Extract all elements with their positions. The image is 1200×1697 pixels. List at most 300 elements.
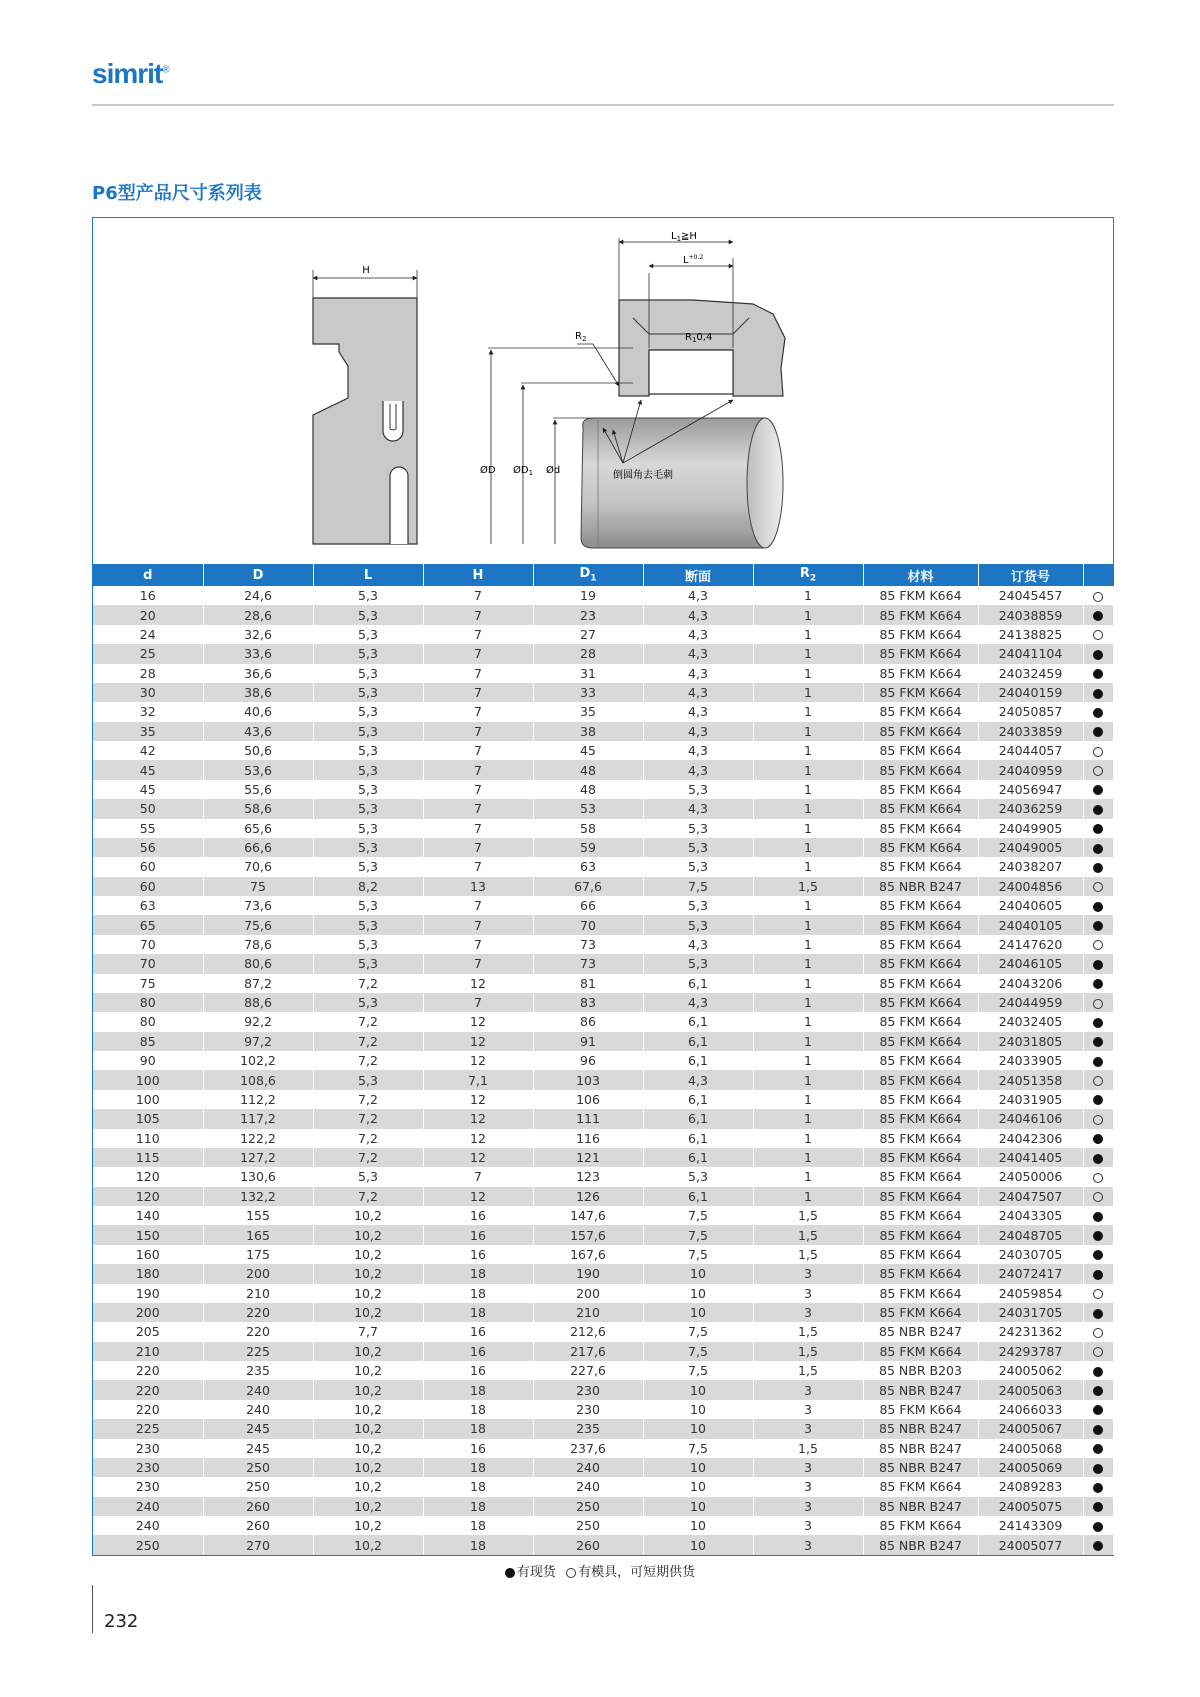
table-cell: 10,2 (313, 1400, 423, 1419)
table-cell: 85 FKM K664 (863, 586, 978, 605)
table-cell: 7,2 (313, 1148, 423, 1167)
availability-cell (1083, 1090, 1113, 1109)
table-cell: 10,2 (313, 1497, 423, 1516)
table-cell: 85 FKM K664 (863, 1303, 978, 1322)
table-row (93, 1245, 1113, 1264)
availability-cell (1083, 1361, 1113, 1380)
table-cell: 1,5 (753, 1225, 863, 1244)
table-cell: 85 NBR B203 (863, 1361, 978, 1380)
table-cell: 1 (753, 702, 863, 721)
table-cell: 66,6 (203, 838, 313, 857)
table-cell: 7,5 (643, 1322, 753, 1341)
table-cell: 5,3 (313, 780, 423, 799)
table-cell: 58 (533, 819, 643, 838)
column-header (423, 564, 533, 586)
filled-circle-icon (1093, 824, 1103, 834)
table-cell: 20 (93, 605, 203, 624)
table-cell: 260 (203, 1497, 313, 1516)
table-cell: 7,5 (643, 1342, 753, 1361)
table-cell: 18 (423, 1264, 533, 1283)
table-cell: 75,6 (203, 915, 313, 934)
table-cell: 24042306 (978, 1129, 1083, 1148)
filled-circle-icon (1093, 1367, 1103, 1377)
table-cell: 7,7 (313, 1322, 423, 1341)
filled-circle-icon (1093, 1541, 1103, 1551)
table-cell: 24005062 (978, 1361, 1083, 1380)
table-cell: 6,1 (643, 1148, 753, 1167)
table-row (93, 1419, 1113, 1438)
table-cell: 175 (203, 1245, 313, 1264)
table-cell: 6,1 (643, 1032, 753, 1051)
table-cell: 18 (423, 1419, 533, 1438)
table-cell: 7 (423, 799, 533, 818)
table-cell: 7,2 (313, 974, 423, 993)
table-cell: 3 (753, 1477, 863, 1496)
table-cell: 10,2 (313, 1458, 423, 1477)
table-cell: 220 (93, 1380, 203, 1399)
table-cell: 85 FKM K664 (863, 780, 978, 799)
table-cell: 32 (93, 702, 203, 721)
table-row (93, 1458, 1113, 1477)
table-cell: 24 (93, 625, 203, 644)
table-cell: 19 (533, 586, 643, 605)
table-cell: 18 (423, 1458, 533, 1477)
table-cell: 1 (753, 838, 863, 857)
table-cell: 24033905 (978, 1051, 1083, 1070)
availability-cell (1083, 1012, 1113, 1031)
table-row (93, 722, 1113, 741)
table-cell: 5,3 (313, 857, 423, 876)
table-cell: 10 (643, 1477, 753, 1496)
table-cell: 30 (93, 683, 203, 702)
table-cell: 10,2 (313, 1477, 423, 1496)
table-cell: 24051358 (978, 1070, 1083, 1089)
column-header-label: 订货号 (1010, 569, 1050, 585)
table-cell: 4,3 (643, 702, 753, 721)
filled-circle-icon (1093, 1095, 1103, 1105)
table-cell: 75 (93, 974, 203, 993)
seal-profile (313, 265, 417, 544)
table-cell: 235 (203, 1361, 313, 1380)
table-cell: 16 (423, 1206, 533, 1225)
table-cell: 225 (203, 1342, 313, 1361)
availability-cell (1083, 1167, 1113, 1186)
open-circle-icon (1093, 1192, 1103, 1202)
table-cell: 127,2 (203, 1148, 313, 1167)
availability-cell (1083, 954, 1113, 973)
table-cell: 85 FKM K664 (863, 896, 978, 915)
table-cell: 86 (533, 1012, 643, 1031)
table-cell: 24031705 (978, 1303, 1083, 1322)
availability-cell (1083, 1284, 1113, 1303)
table-cell: 40,6 (203, 702, 313, 721)
availability-cell (1083, 683, 1113, 702)
table-row (93, 644, 1113, 663)
filled-circle-icon (1093, 902, 1103, 912)
page-title: P6型产品尺寸系列表 (92, 183, 262, 204)
table-cell: 5,3 (313, 741, 423, 760)
table-cell: 210 (533, 1303, 643, 1322)
dimension-table (93, 564, 1114, 1555)
filled-circle-icon (1093, 669, 1103, 679)
table-cell: 7,2 (313, 1012, 423, 1031)
table-cell: 5,3 (313, 625, 423, 644)
table-cell: 24040105 (978, 915, 1083, 934)
table-cell: 24041405 (978, 1148, 1083, 1167)
table-cell: 111 (533, 1109, 643, 1128)
table-cell: 1,5 (753, 1342, 863, 1361)
table-cell: 42 (93, 741, 203, 760)
table-cell: 7,1 (423, 1070, 533, 1089)
open-circle-icon (1093, 940, 1103, 950)
table-cell: 6,1 (643, 1129, 753, 1148)
table-cell: 5,3 (313, 1167, 423, 1186)
table-cell: 12 (423, 1109, 533, 1128)
availability-cell (1083, 586, 1113, 605)
seal-technical-drawing (93, 218, 1113, 564)
table-cell: 65 (93, 915, 203, 934)
table-cell: 18 (423, 1284, 533, 1303)
availability-cell (1083, 1342, 1113, 1361)
table-cell: 85 FKM K664 (863, 1090, 978, 1109)
table-cell: 85 FKM K664 (863, 644, 978, 663)
table-cell: 85 NBR B247 (863, 1419, 978, 1438)
table-cell: 1 (753, 1032, 863, 1051)
table-cell: 220 (203, 1322, 313, 1341)
availability-cell (1083, 1419, 1113, 1438)
table-cell: 45 (93, 780, 203, 799)
availability-cell (1083, 1187, 1113, 1206)
filled-circle-icon (1093, 1250, 1103, 1260)
table-cell: 24032459 (978, 664, 1083, 683)
filled-circle-icon (1093, 1483, 1103, 1493)
column-header-label: L (363, 567, 373, 583)
table-cell: 117,2 (203, 1109, 313, 1128)
table-cell: 53 (533, 799, 643, 818)
housing-section (575, 231, 785, 396)
table-row (93, 625, 1113, 644)
open-circle-icon (1093, 882, 1103, 892)
table-row (93, 993, 1113, 1012)
filled-circle-icon (1093, 1212, 1103, 1222)
table-cell: 7,5 (643, 1225, 753, 1244)
table-cell: 33 (533, 683, 643, 702)
table-cell: 230 (93, 1439, 203, 1458)
table-cell: 235 (533, 1419, 643, 1438)
table-cell: 3 (753, 1497, 863, 1516)
table-cell: 103 (533, 1070, 643, 1089)
table-row (93, 1497, 1113, 1516)
table-row (93, 780, 1113, 799)
table-cell: 4,3 (643, 935, 753, 954)
filled-circle-icon (1093, 1502, 1103, 1512)
table-cell: 24031905 (978, 1090, 1083, 1109)
table-cell: 7,5 (643, 877, 753, 896)
table-cell: 220 (93, 1400, 203, 1419)
table-cell: 85 FKM K664 (863, 954, 978, 973)
table-cell: 4,3 (643, 741, 753, 760)
table-cell: 16 (423, 1439, 533, 1458)
table-cell: 48 (533, 780, 643, 799)
table-cell: 24050006 (978, 1167, 1083, 1186)
table-cell: 1 (753, 915, 863, 934)
legend-open-text: 有模具，可短期供货 (578, 1565, 696, 1580)
table-cell: 10 (643, 1400, 753, 1419)
filled-circle-icon (1093, 1270, 1103, 1280)
table-cell: 7 (423, 760, 533, 779)
table-cell: 24040605 (978, 896, 1083, 915)
table-row (93, 702, 1113, 721)
filled-circle-icon (1093, 1386, 1103, 1396)
table-cell: 7 (423, 625, 533, 644)
table-cell: 85 FKM K664 (863, 760, 978, 779)
table-cell: 7 (423, 644, 533, 663)
table-cell: 200 (203, 1264, 313, 1283)
table-cell: 24231362 (978, 1322, 1083, 1341)
table-row (93, 974, 1113, 993)
open-circle-icon (1093, 1328, 1103, 1338)
table-cell: 3 (753, 1264, 863, 1283)
table-cell: 24047507 (978, 1187, 1083, 1206)
table-row (93, 1051, 1113, 1070)
table-cell: 1 (753, 974, 863, 993)
table-cell: 5,3 (643, 1167, 753, 1186)
table-cell: 35 (93, 722, 203, 741)
table-cell: 78,6 (203, 935, 313, 954)
table-row (93, 1516, 1113, 1535)
availability-cell (1083, 1206, 1113, 1225)
table-row (93, 954, 1113, 973)
table-header-row (93, 564, 1113, 586)
legend-filled-text: 有现货 (516, 1565, 556, 1580)
table-cell: 24040159 (978, 683, 1083, 702)
table-cell: 1 (753, 954, 863, 973)
table-cell: 85 FKM K664 (863, 1342, 978, 1361)
table-cell: 10,2 (313, 1516, 423, 1535)
table-cell: 7 (423, 741, 533, 760)
table-cell: 24005077 (978, 1535, 1083, 1554)
table-cell: 13 (423, 877, 533, 896)
table-cell: 4,3 (643, 799, 753, 818)
table-cell: 240 (533, 1477, 643, 1496)
table-cell: 85 FKM K664 (863, 1070, 978, 1089)
table-cell: 1 (753, 722, 863, 741)
table-cell: 96 (533, 1051, 643, 1070)
table-row (93, 877, 1113, 896)
table-cell: 73 (533, 954, 643, 973)
table-cell: 85 FKM K664 (863, 1284, 978, 1303)
table-row (93, 1380, 1113, 1399)
table-cell: 1 (753, 1051, 863, 1070)
availability-cell (1083, 1303, 1113, 1322)
table-cell: 85 FKM K664 (863, 1477, 978, 1496)
table-cell: 85 (93, 1032, 203, 1051)
table-cell: 225 (93, 1419, 203, 1438)
table-cell: 126 (533, 1187, 643, 1206)
table-cell: 24049005 (978, 838, 1083, 857)
filled-circle-icon (1093, 844, 1103, 854)
filled-circle-icon (1093, 785, 1103, 795)
table-row (93, 586, 1113, 605)
table-row (93, 760, 1113, 779)
table-cell: 4,3 (643, 586, 753, 605)
table-cell: 85 FKM K664 (863, 1516, 978, 1535)
table-cell: 1,5 (753, 1361, 863, 1380)
table-cell: 24089283 (978, 1477, 1083, 1496)
table-cell: 59 (533, 838, 643, 857)
column-header-label: D (579, 566, 591, 582)
table-cell: 85 FKM K664 (863, 1032, 978, 1051)
table-cell: 1,5 (753, 1322, 863, 1341)
table-row (93, 683, 1113, 702)
table-cell: 53,6 (203, 760, 313, 779)
open-circle-icon (566, 1568, 576, 1578)
table-cell: 167,6 (533, 1245, 643, 1264)
table-cell: 230 (93, 1458, 203, 1477)
filled-circle-icon (1093, 1154, 1103, 1164)
table-cell: 7 (423, 605, 533, 624)
table-cell: 3 (753, 1419, 863, 1438)
column-header-label: d (143, 567, 153, 583)
table-row (93, 1225, 1113, 1244)
table-cell: 5,3 (313, 722, 423, 741)
filled-circle-icon (1093, 1037, 1103, 1047)
table-cell: 8,2 (313, 877, 423, 896)
availability-cell (1083, 1051, 1113, 1070)
table-cell: 5,3 (313, 644, 423, 663)
table-cell: 12 (423, 1032, 533, 1051)
table-cell: 1 (753, 935, 863, 954)
table-cell: 3 (753, 1380, 863, 1399)
availability-cell (1083, 664, 1113, 683)
table-cell: 12 (423, 1090, 533, 1109)
table-cell: 85 NBR B247 (863, 1458, 978, 1477)
table-cell: 85 NBR B247 (863, 877, 978, 896)
table-cell: 12 (423, 1051, 533, 1070)
header-divider (92, 104, 1114, 106)
table-cell: 7 (423, 664, 533, 683)
table-cell: 85 FKM K664 (863, 664, 978, 683)
table-cell: 100 (93, 1070, 203, 1089)
table-cell: 4,3 (643, 1070, 753, 1089)
table-cell: 1 (753, 625, 863, 644)
table-cell: 122,2 (203, 1129, 313, 1148)
table-cell: 1 (753, 586, 863, 605)
table-cell: 217,6 (533, 1342, 643, 1361)
filled-circle-icon (1093, 1522, 1103, 1532)
table-cell: 5,3 (313, 915, 423, 934)
column-header-subscript: 1 (590, 573, 597, 584)
table-cell: 24048705 (978, 1225, 1083, 1244)
table-cell: 102,2 (203, 1051, 313, 1070)
logo-registered-mark: ® (162, 64, 169, 76)
table-cell: 63 (533, 857, 643, 876)
table-cell: 24043305 (978, 1206, 1083, 1225)
filled-circle-icon (1093, 1425, 1103, 1435)
column-header (203, 564, 313, 586)
availability-cell (1083, 1129, 1113, 1148)
table-cell: 25 (93, 644, 203, 663)
column-header (753, 564, 863, 586)
availability-cell (1083, 625, 1113, 644)
table-cell: 240 (203, 1380, 313, 1399)
chamfer-label: 倒圆角去毛刺 (613, 470, 673, 481)
table-cell: 3 (753, 1400, 863, 1419)
table-cell: 7,2 (313, 1032, 423, 1051)
table-cell: 7 (423, 702, 533, 721)
table-cell: 7 (423, 780, 533, 799)
table-cell: 4,3 (643, 722, 753, 741)
table-cell: 85 NBR B247 (863, 1497, 978, 1516)
table-cell: 4,3 (643, 683, 753, 702)
filled-circle-icon (1093, 611, 1103, 621)
table-cell: 7,5 (643, 1245, 753, 1264)
table-cell: 210 (203, 1284, 313, 1303)
table-cell: 16 (423, 1342, 533, 1361)
column-header-label: 材料 (907, 569, 934, 585)
table-cell: 85 NBR B247 (863, 1535, 978, 1554)
table-cell: 24066033 (978, 1400, 1083, 1419)
filled-circle-icon (505, 1568, 515, 1578)
table-cell: 85 FKM K664 (863, 974, 978, 993)
table-cell: 24143309 (978, 1516, 1083, 1535)
open-circle-icon (1093, 1347, 1103, 1357)
table-row (93, 1206, 1113, 1225)
table-cell: 123 (533, 1167, 643, 1186)
availability-cell (1083, 1109, 1113, 1128)
table-row (93, 1284, 1113, 1303)
table-cell: 63 (93, 896, 203, 915)
table-cell: 24,6 (203, 586, 313, 605)
table-cell: 38,6 (203, 683, 313, 702)
table-cell: 66 (533, 896, 643, 915)
table-cell: 1 (753, 741, 863, 760)
table-cell: 180 (93, 1264, 203, 1283)
availability-cell (1083, 1032, 1113, 1051)
table-cell: 10 (643, 1516, 753, 1535)
table-cell: 200 (93, 1303, 203, 1322)
availability-cell (1083, 605, 1113, 624)
table-cell: 1,5 (753, 877, 863, 896)
table-row (93, 605, 1113, 624)
table-cell: 270 (203, 1535, 313, 1554)
table-cell: 27 (533, 625, 643, 644)
filled-circle-icon (1093, 805, 1103, 815)
table-cell: 10 (643, 1497, 753, 1516)
table-cell: 24005063 (978, 1380, 1083, 1399)
table-cell: 6,1 (643, 1090, 753, 1109)
filled-circle-icon (1093, 921, 1103, 931)
table-cell: 33,6 (203, 644, 313, 663)
table-cell: 16 (423, 1322, 533, 1341)
table-cell: 24059854 (978, 1284, 1083, 1303)
table-cell: 24041104 (978, 644, 1083, 663)
filled-circle-icon (1093, 689, 1103, 699)
table-cell: 10 (643, 1264, 753, 1283)
column-header (1083, 564, 1113, 586)
table-row (93, 1148, 1113, 1167)
table-cell: 1 (753, 993, 863, 1012)
table-cell: 3 (753, 1303, 863, 1322)
table-cell: 5,3 (313, 896, 423, 915)
table-cell: 24046106 (978, 1109, 1083, 1128)
table-cell: 165 (203, 1225, 313, 1244)
table-cell: 92,2 (203, 1012, 313, 1031)
table-cell: 120 (93, 1187, 203, 1206)
open-circle-icon (1093, 766, 1103, 776)
filled-circle-icon (1093, 708, 1103, 718)
table-cell: 160 (93, 1245, 203, 1264)
